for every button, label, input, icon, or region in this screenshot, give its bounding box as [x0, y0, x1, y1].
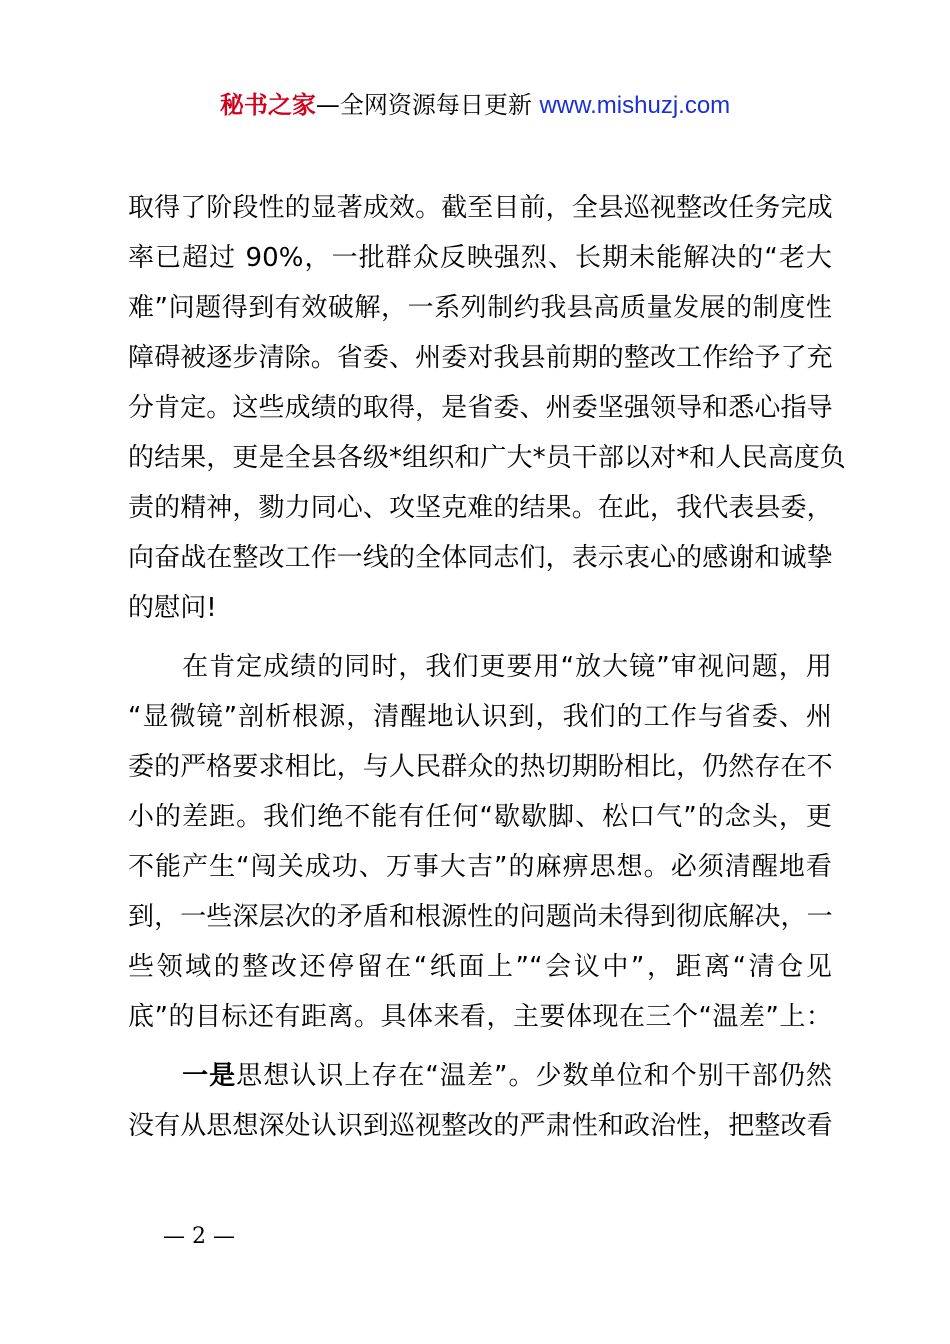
text-line: 不能产生“闯关成功、万事大吉”的麻痹思想。必须清醒地看 — [128, 852, 832, 882]
text-line: 在肯定成绩的同时，我们更要用“放大镜”审视问题，用 — [128, 652, 832, 682]
header-banner — [0, 88, 950, 123]
text-line: 些领域的整改还停留在“纸面上”“会议中”，距离“清仓见 — [128, 952, 832, 982]
text-line: 的结果，更是全县各级*组织和广大*员干部以对*和人民高度负 — [128, 443, 846, 473]
text-line: 障碍被逐步清除。省委、州委对我县前期的整改工作给予了充 — [128, 343, 833, 373]
text-line: 向奋战在整改工作一线的全体同志们，表示衷心的感谢和诚挚 — [128, 543, 833, 573]
text-run: 思想认识上存在“温差”。少数单位和个别干部仍然 — [236, 1061, 832, 1091]
brand-name: 秘书之家 — [219, 91, 316, 119]
paragraph-gaps — [128, 642, 832, 1042]
text-line: 分肯定。这些成绩的取得，是省委、州委坚强领导和悉心指导 — [128, 393, 833, 423]
paragraph-spacer — [128, 1042, 832, 1051]
text-line: 没有从思想深处认识到巡视整改的严肃性和政治性，把整改看 — [128, 1111, 833, 1141]
document-body — [128, 183, 846, 1151]
paragraph-first-gap — [128, 1051, 832, 1151]
text-line: 难”问题得到有效破解，一系列制约我县高质量发展的制度性 — [128, 293, 832, 323]
header-tagline: —全网资源每日更新 — [315, 91, 540, 119]
text-line: 到，一些深层次的矛盾和根源性的问题尚未得到彻底解决，一 — [128, 902, 833, 932]
paragraph-spacer — [128, 633, 832, 642]
text-line — [128, 1051, 832, 1101]
paragraph-achievements — [128, 183, 846, 633]
page-number: — 2 — — [163, 1224, 235, 1249]
text-line: 取得了阶段性的显著成效。截至目前，全县巡视整改任务完成 — [128, 193, 833, 223]
text-line: 责的精神，勠力同心、攻坚克难的结果。在此，我代表县委， — [128, 493, 833, 523]
text-line: 委的严格要求相比，与人民群众的热切期盼相比，仍然存在不 — [128, 752, 833, 782]
text-line: 的慰问! — [128, 593, 217, 623]
site-url[interactable]: www.mishuzj.com — [539, 92, 731, 119]
bold-lead: 一是 — [182, 1061, 237, 1091]
text-line: 率已超过 90%，一批群众反映强烈、长期未能解决的“老大 — [128, 243, 832, 273]
text-line: 小的差距。我们绝不能有任何“歇歇脚、松口气”的念头，更 — [128, 802, 832, 832]
text-line: 底”的目标还有距离。具体来看，主要体现在三个“温差”上： — [128, 1002, 832, 1032]
text-line: “显微镜”剖析根源，清醒地认识到，我们的工作与省委、州 — [128, 702, 832, 732]
